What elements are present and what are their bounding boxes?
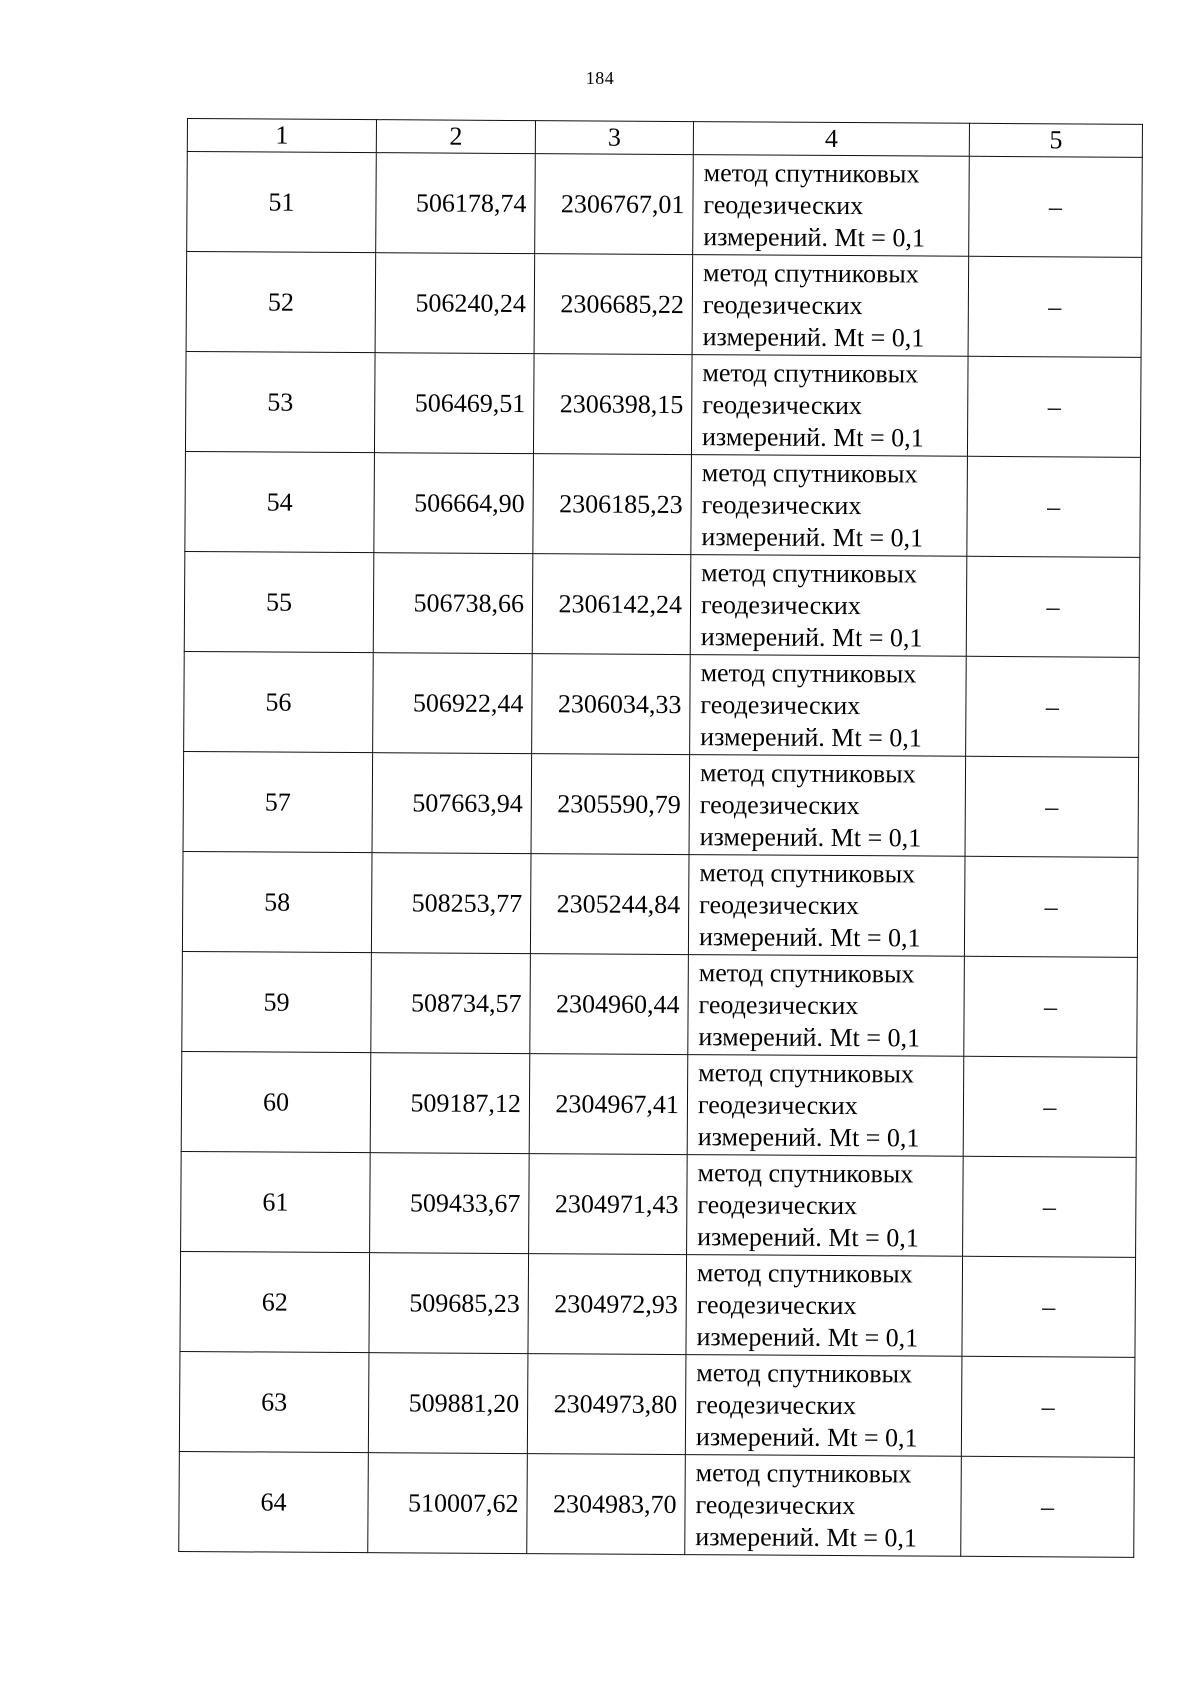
point-number-cell: 54: [185, 451, 375, 552]
table-row: [179, 1451, 1135, 1557]
method-cell: [685, 1355, 962, 1457]
method-line: измерений. Mt = 0,1: [697, 1121, 920, 1152]
point-number-cell: 57: [183, 751, 373, 852]
y-coordinate-cell: 2304983,70: [527, 1454, 686, 1555]
y-coordinate-cell: 2306142,24: [532, 554, 691, 655]
table-row: [182, 851, 1138, 957]
note-cell: –: [966, 556, 1140, 657]
method-line: метод спутниковых: [702, 357, 919, 388]
method-line: метод спутниковых: [701, 557, 918, 588]
note-cell: –: [968, 256, 1142, 357]
method-cell: [689, 755, 966, 857]
table-row: [179, 1351, 1135, 1457]
header-cell-5: 5: [969, 123, 1142, 157]
x-coordinate-cell: 506922,44: [373, 653, 533, 754]
method-line: метод спутниковых: [699, 757, 916, 788]
x-coordinate-cell: 506738,66: [373, 553, 533, 654]
note-cell: –: [964, 856, 1138, 957]
method-line: геодезических: [699, 789, 860, 820]
y-coordinate-cell: 2306767,01: [535, 154, 694, 255]
method-cell: [691, 455, 968, 557]
method-line: геодезических: [697, 1189, 858, 1220]
x-coordinate-cell: 508734,57: [371, 953, 531, 1054]
y-coordinate-cell: 2304960,44: [530, 954, 689, 1055]
note-cell: –: [962, 1256, 1136, 1357]
x-coordinate-cell: 506178,74: [376, 153, 536, 254]
y-coordinate-cell: 2304973,80: [527, 1354, 686, 1455]
method-line: измерений. Mt = 0,1: [699, 821, 922, 852]
method-line: метод спутниковых: [697, 1157, 914, 1188]
method-cell: [691, 355, 968, 457]
table-row: [185, 451, 1141, 557]
x-coordinate-cell: 506469,51: [374, 353, 534, 454]
method-line: метод спутниковых: [699, 857, 916, 888]
header-cell-2: 2: [376, 120, 535, 154]
header-cell-1: 1: [187, 119, 376, 153]
method-line: метод спутниковых: [695, 1457, 912, 1488]
y-coordinate-cell: 2304972,93: [528, 1254, 687, 1355]
note-cell: –: [967, 456, 1141, 557]
y-coordinate-cell: 2305244,84: [530, 854, 689, 955]
table-row: [185, 351, 1141, 457]
coordinates-table: [178, 118, 1143, 1558]
y-coordinate-cell: 2306685,22: [534, 254, 693, 355]
method-line: измерений. Mt = 0,1: [701, 521, 924, 553]
table-row: [181, 1151, 1137, 1257]
method-cell: [687, 1155, 964, 1257]
point-number-cell: 61: [181, 1151, 371, 1252]
header-cell-4: 4: [693, 122, 969, 157]
method-line: геодезических: [702, 289, 863, 320]
y-coordinate-cell: 2306185,23: [533, 454, 692, 555]
method-cell: [685, 1455, 962, 1557]
table-row: [183, 751, 1139, 857]
method-line: метод спутниковых: [698, 1057, 914, 1088]
header-cell-3: 3: [535, 121, 693, 155]
method-line: геодезических: [703, 189, 864, 220]
point-number-cell: 59: [182, 951, 372, 1052]
method-line: геодезических: [702, 389, 863, 420]
point-number-cell: 64: [179, 1451, 369, 1552]
method-cell: [693, 155, 970, 257]
table-row: [187, 152, 1143, 258]
method-line: измерений. Mt = 0,1: [703, 221, 925, 253]
point-number-cell: 58: [182, 851, 372, 952]
table-body: [179, 152, 1143, 1558]
x-coordinate-cell: 509433,67: [370, 1153, 530, 1254]
note-cell: –: [963, 1156, 1137, 1257]
point-number-cell: 63: [179, 1351, 369, 1452]
x-coordinate-cell: 510007,62: [368, 1453, 528, 1554]
method-line: измерений. Mt = 0,1: [697, 1221, 919, 1252]
x-coordinate-cell: 506240,24: [375, 253, 535, 354]
method-line: метод спутниковых: [703, 157, 920, 188]
y-coordinate-cell: 2305590,79: [531, 754, 690, 855]
y-coordinate-cell: 2304967,41: [529, 1054, 688, 1155]
method-line: измерений. Mt = 0,1: [698, 921, 921, 952]
method-line: измерений. Mt = 0,1: [702, 321, 925, 353]
note-cell: –: [964, 956, 1138, 1057]
method-line: измерений. Mt = 0,1: [701, 421, 924, 453]
method-cell: [686, 1255, 963, 1357]
note-cell: –: [961, 1356, 1135, 1457]
point-number-cell: 52: [186, 252, 376, 353]
x-coordinate-cell: 506664,90: [374, 453, 534, 554]
method-line: геодезических: [701, 489, 862, 520]
y-coordinate-cell: 2306034,33: [532, 654, 691, 755]
table-row: [184, 551, 1140, 657]
x-coordinate-cell: 508253,77: [371, 853, 531, 954]
method-cell: [687, 1055, 964, 1157]
point-number-cell: 53: [185, 351, 375, 452]
x-coordinate-cell: 509685,23: [369, 1253, 529, 1354]
y-coordinate-cell: 2306398,15: [533, 354, 692, 455]
note-cell: –: [967, 356, 1141, 457]
table-row: [182, 951, 1138, 1057]
method-cell: [692, 255, 969, 357]
method-line: измерений. Mt = 0,1: [700, 721, 922, 753]
x-coordinate-cell: 509881,20: [368, 1353, 528, 1454]
point-number-cell: 62: [180, 1251, 370, 1352]
method-line: измерений. Mt = 0,1: [695, 1521, 918, 1552]
method-line: измерений. Mt = 0,1: [698, 1021, 921, 1052]
method-line: геодезических: [696, 1389, 856, 1420]
note-cell: –: [965, 756, 1139, 857]
method-line: метод спутниковых: [700, 657, 917, 688]
method-line: измерений. Mt = 0,1: [700, 621, 923, 653]
method-line: метод спутниковых: [702, 257, 919, 288]
point-number-cell: 55: [184, 551, 374, 652]
page-number: 184: [585, 68, 615, 88]
method-line: метод спутниковых: [698, 957, 915, 988]
x-coordinate-cell: 509187,12: [370, 1053, 530, 1154]
method-cell: [690, 555, 967, 657]
method-line: геодезических: [699, 889, 860, 920]
method-cell: [688, 855, 965, 957]
point-number-cell: 56: [184, 651, 374, 752]
method-line: геодезических: [700, 689, 861, 720]
table-row: [184, 651, 1140, 757]
method-cell: [688, 955, 965, 1057]
method-line: метод спутниковых: [701, 457, 918, 488]
y-coordinate-cell: 2304971,43: [529, 1154, 688, 1255]
method-line: метод спутниковых: [696, 1357, 913, 1388]
table-row: [180, 1251, 1136, 1357]
table-row: [186, 252, 1142, 358]
method-line: геодезических: [697, 1089, 858, 1120]
method-line: метод спутниковых: [696, 1257, 913, 1288]
point-number-cell: 60: [181, 1051, 371, 1152]
note-cell: –: [961, 1456, 1135, 1557]
method-line: измерений. Mt = 0,1: [696, 1321, 919, 1352]
method-line: измерений. Mt = 0,1: [695, 1421, 918, 1452]
note-cell: –: [963, 1056, 1137, 1157]
method-line: геодезических: [700, 589, 861, 620]
table-row: [181, 1051, 1137, 1157]
x-coordinate-cell: 507663,94: [372, 753, 532, 854]
method-line: геодезических: [698, 989, 859, 1020]
method-line: геодезических: [696, 1289, 857, 1320]
method-line: геодезических: [695, 1489, 856, 1520]
note-cell: –: [969, 156, 1143, 257]
point-number-cell: 51: [187, 152, 377, 253]
note-cell: –: [966, 656, 1140, 757]
method-cell: [690, 655, 967, 757]
